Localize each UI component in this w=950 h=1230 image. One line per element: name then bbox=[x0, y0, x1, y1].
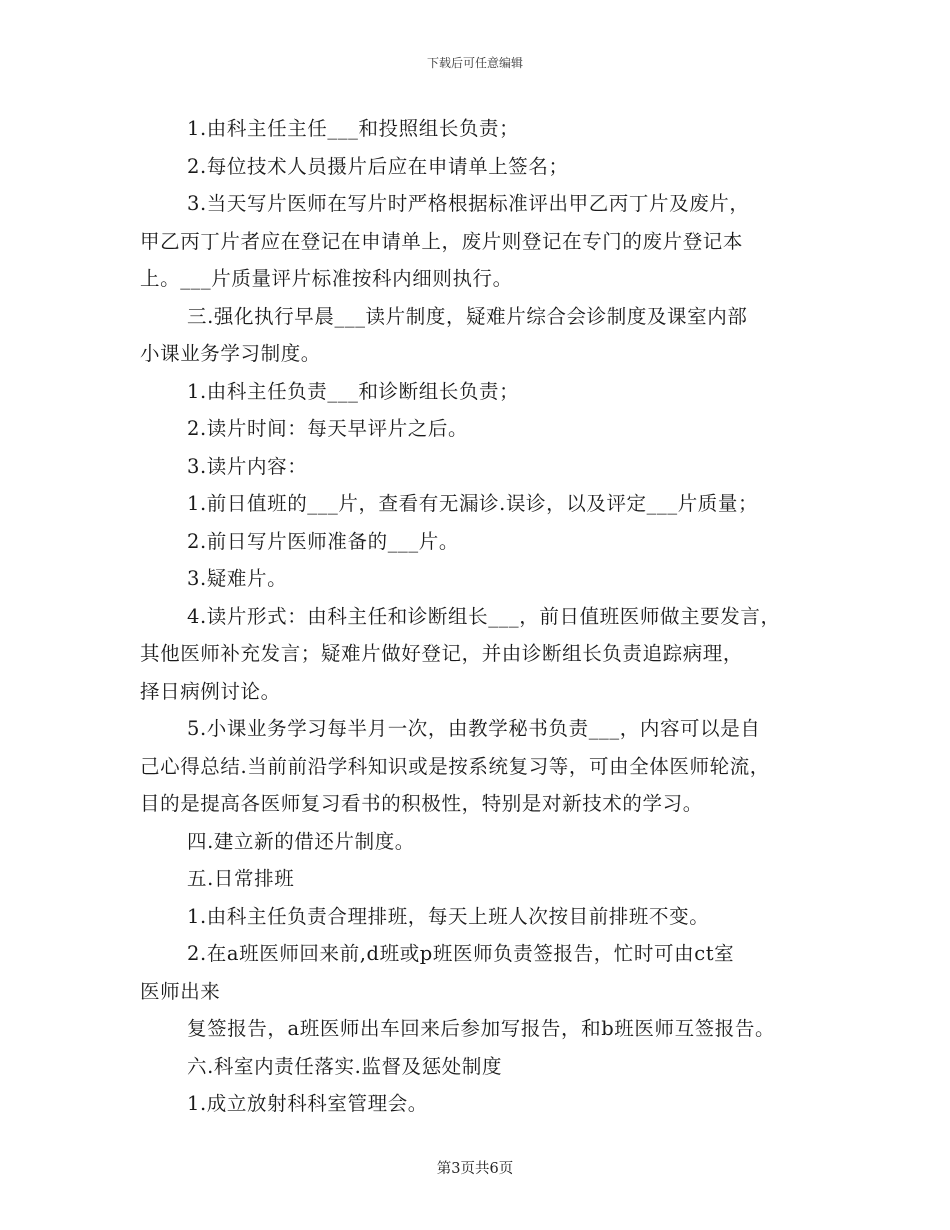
text-line: 甲乙丙丁片者应在登记在申请单上，废片则登记在专门的废片登记本 bbox=[140, 229, 744, 253]
text-line: 2.在a班医师回来前,d班或p班医师负责签报告，忙时可由ct室 bbox=[187, 942, 735, 965]
text-line: 六.科室内责任落实.监督及惩处制度 bbox=[187, 1054, 503, 1078]
text-line: 5.小课业务学习每半月一次，由教学秘书负责___，内容可以是自 bbox=[187, 717, 761, 740]
text-line: 1.成立放射科科室管理会。 bbox=[187, 1092, 428, 1115]
text-line: 1.由科主任主任___和投照组长负责； bbox=[187, 117, 520, 140]
text-line: 四.建立新的借还片制度。 bbox=[187, 829, 415, 853]
page-footer: 第3页共6页 bbox=[436, 1161, 514, 1177]
document-body bbox=[140, 110, 830, 1123]
text-line: 2.读片时间：每天早评片之后。 bbox=[187, 417, 469, 440]
text-line: 上。___片质量评片标准按科内细则执行。 bbox=[140, 267, 513, 290]
text-line: 己心得总结.当前前沿学科知识或是按系统复习等，可由全体医师轮流， bbox=[140, 754, 770, 778]
text-line: 目的是提高各医师复习看书的积极性，特别是对新技术的学习。 bbox=[140, 792, 703, 815]
page-header: 下载后可任意编辑 bbox=[426, 56, 523, 70]
text-line: 1.由科主任负责合理排班，每天上班人次按目前排班不变。 bbox=[187, 904, 710, 928]
text-line: 小课业务学习制度。 bbox=[140, 342, 321, 365]
text-line: 择日病例讨论。 bbox=[140, 679, 281, 703]
text-line: 2.每位技术人员摄片后应在申请单上签名； bbox=[187, 154, 569, 178]
text-line: 其他医师补充发言；疑难片做好登记，并由诊断组长负责追踪病理， bbox=[140, 642, 744, 665]
text-line: 3.读片内容： bbox=[187, 454, 308, 478]
text-line: 医师出来 bbox=[140, 979, 221, 1003]
text-line: 1.由科主任负责___和诊断组长负责； bbox=[187, 379, 520, 403]
text-line: 3.当天写片医师在写片时严格根据标准评出甲乙丙丁片及废片， bbox=[187, 192, 750, 215]
text-line: 1.前日值班的___片，查看有无漏诊.误诊，以及评定___片质量； bbox=[187, 492, 759, 515]
text-line: 3.疑难片。 bbox=[187, 567, 288, 590]
text-line: 4.读片形式：由科主任和诊断组长___，前日值班医师做主要发言， bbox=[187, 604, 781, 628]
text-line: 2.前日写片医师准备的___片。 bbox=[187, 529, 459, 553]
text-line: 三.强化执行早晨___读片制度，疑难片综合会诊制度及课室内部 bbox=[187, 304, 748, 328]
text-line: 五.日常排班 bbox=[187, 867, 295, 890]
text-line: 复签报告，a班医师出车回来后参加写报告，和b班医师互签报告。 bbox=[187, 1017, 776, 1040]
